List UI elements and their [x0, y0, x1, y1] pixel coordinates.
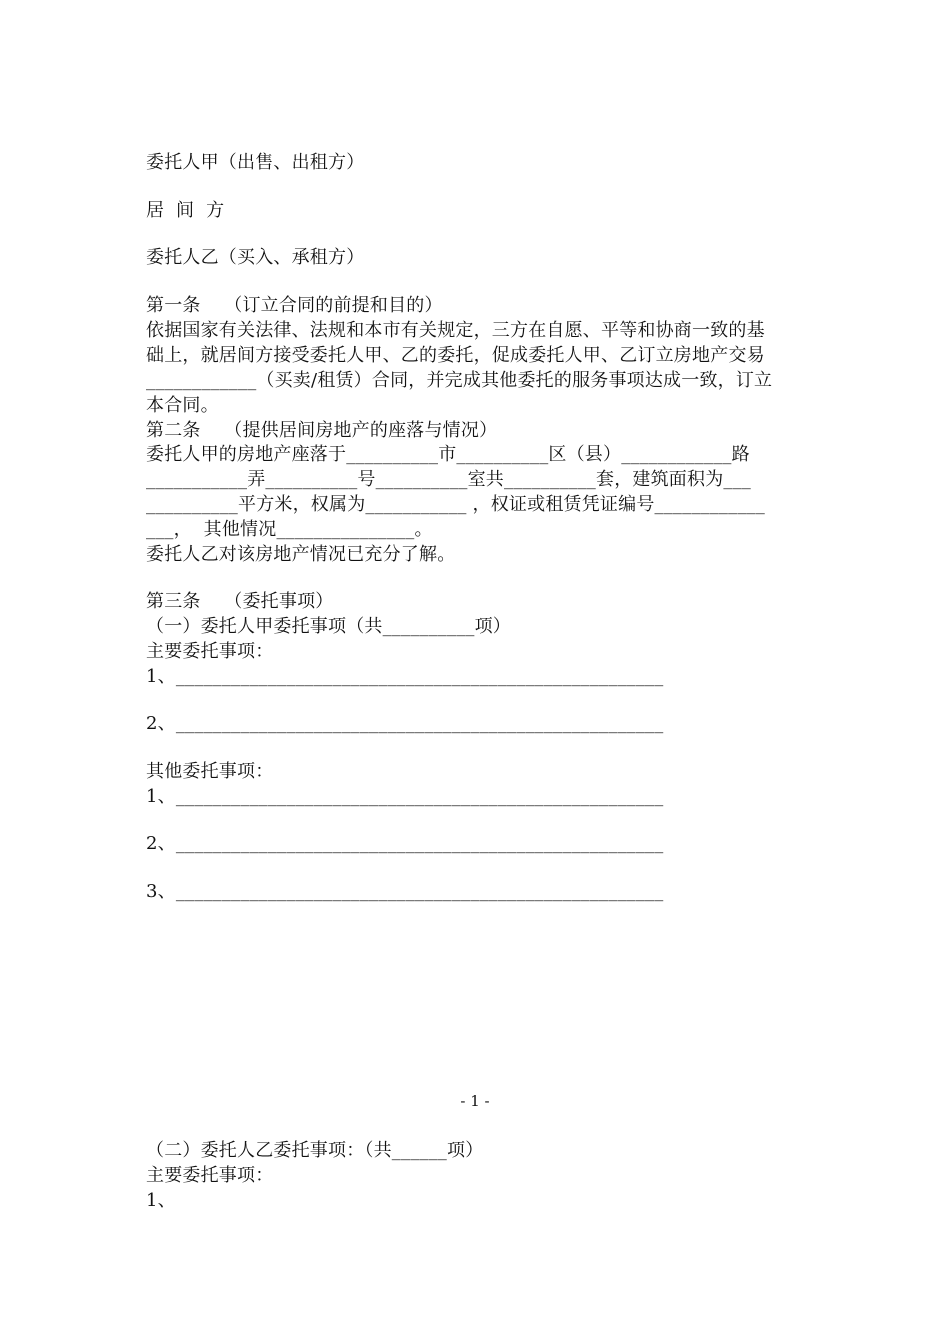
article2-line: ___________弄__________号__________室共__________套，建筑面积为___ — [146, 469, 751, 490]
page-number: - 1 - — [460, 1092, 490, 1110]
other-items-label: 其他委托事项： — [146, 761, 274, 782]
page2-main-items-label: 主要委托事项： — [146, 1165, 274, 1186]
main-item-1: 1、_____________________________________________________ — [146, 666, 664, 687]
article1-line: 础上，就居间方接受委托人甲、乙的委托，促成委托人甲、乙订立房地产交易 — [146, 345, 765, 366]
article2-line: 委托人乙对该房地产情况已充分了解。 — [146, 544, 456, 565]
article2-line: 委托人甲的房地产座落于__________市__________区（县）____________路 — [146, 444, 750, 465]
other-item-3: 3、_____________________________________________________ — [146, 881, 664, 902]
article3-heading: 第三条 （委托事项） — [146, 591, 334, 612]
article1-line: 本合同。 — [146, 395, 219, 416]
article2-heading: 第二条 （提供居间房地产的座落与情况） — [146, 420, 498, 441]
intermediary-heading: 居 间 方 — [146, 200, 225, 221]
party-a-heading: 委托人甲（出售、出租方） — [146, 152, 365, 173]
section-b-heading: （二）委托人乙委托事项：（共______项） — [146, 1140, 484, 1161]
article2-line: ___， 其他情况_______________。 — [146, 519, 433, 540]
party-b-heading: 委托人乙（买入、承租方） — [146, 247, 365, 268]
main-items-label: 主要委托事项： — [146, 641, 274, 662]
section-a-heading: （一）委托人甲委托事项（共__________项） — [146, 616, 511, 637]
article1-line: ____________（买卖/租赁）合同，并完成其他委托的服务事项达成一致，订立 — [146, 370, 773, 391]
article1-line: 依据国家有关法律、法规和本市有关规定，三方在自愿、平等和协商一致的基 — [146, 320, 765, 341]
article1-heading: 第一条 （订立合同的前提和目的） — [146, 295, 443, 316]
page2-main-item-1: 1、 — [146, 1190, 176, 1211]
other-item-2: 2、_____________________________________________________ — [146, 833, 664, 854]
other-item-1: 1、_____________________________________________________ — [146, 786, 664, 807]
main-item-2: 2、_____________________________________________________ — [146, 713, 664, 734]
article2-line: __________平方米，权属为___________ ，权证或租赁凭证编号____________ — [146, 494, 765, 515]
